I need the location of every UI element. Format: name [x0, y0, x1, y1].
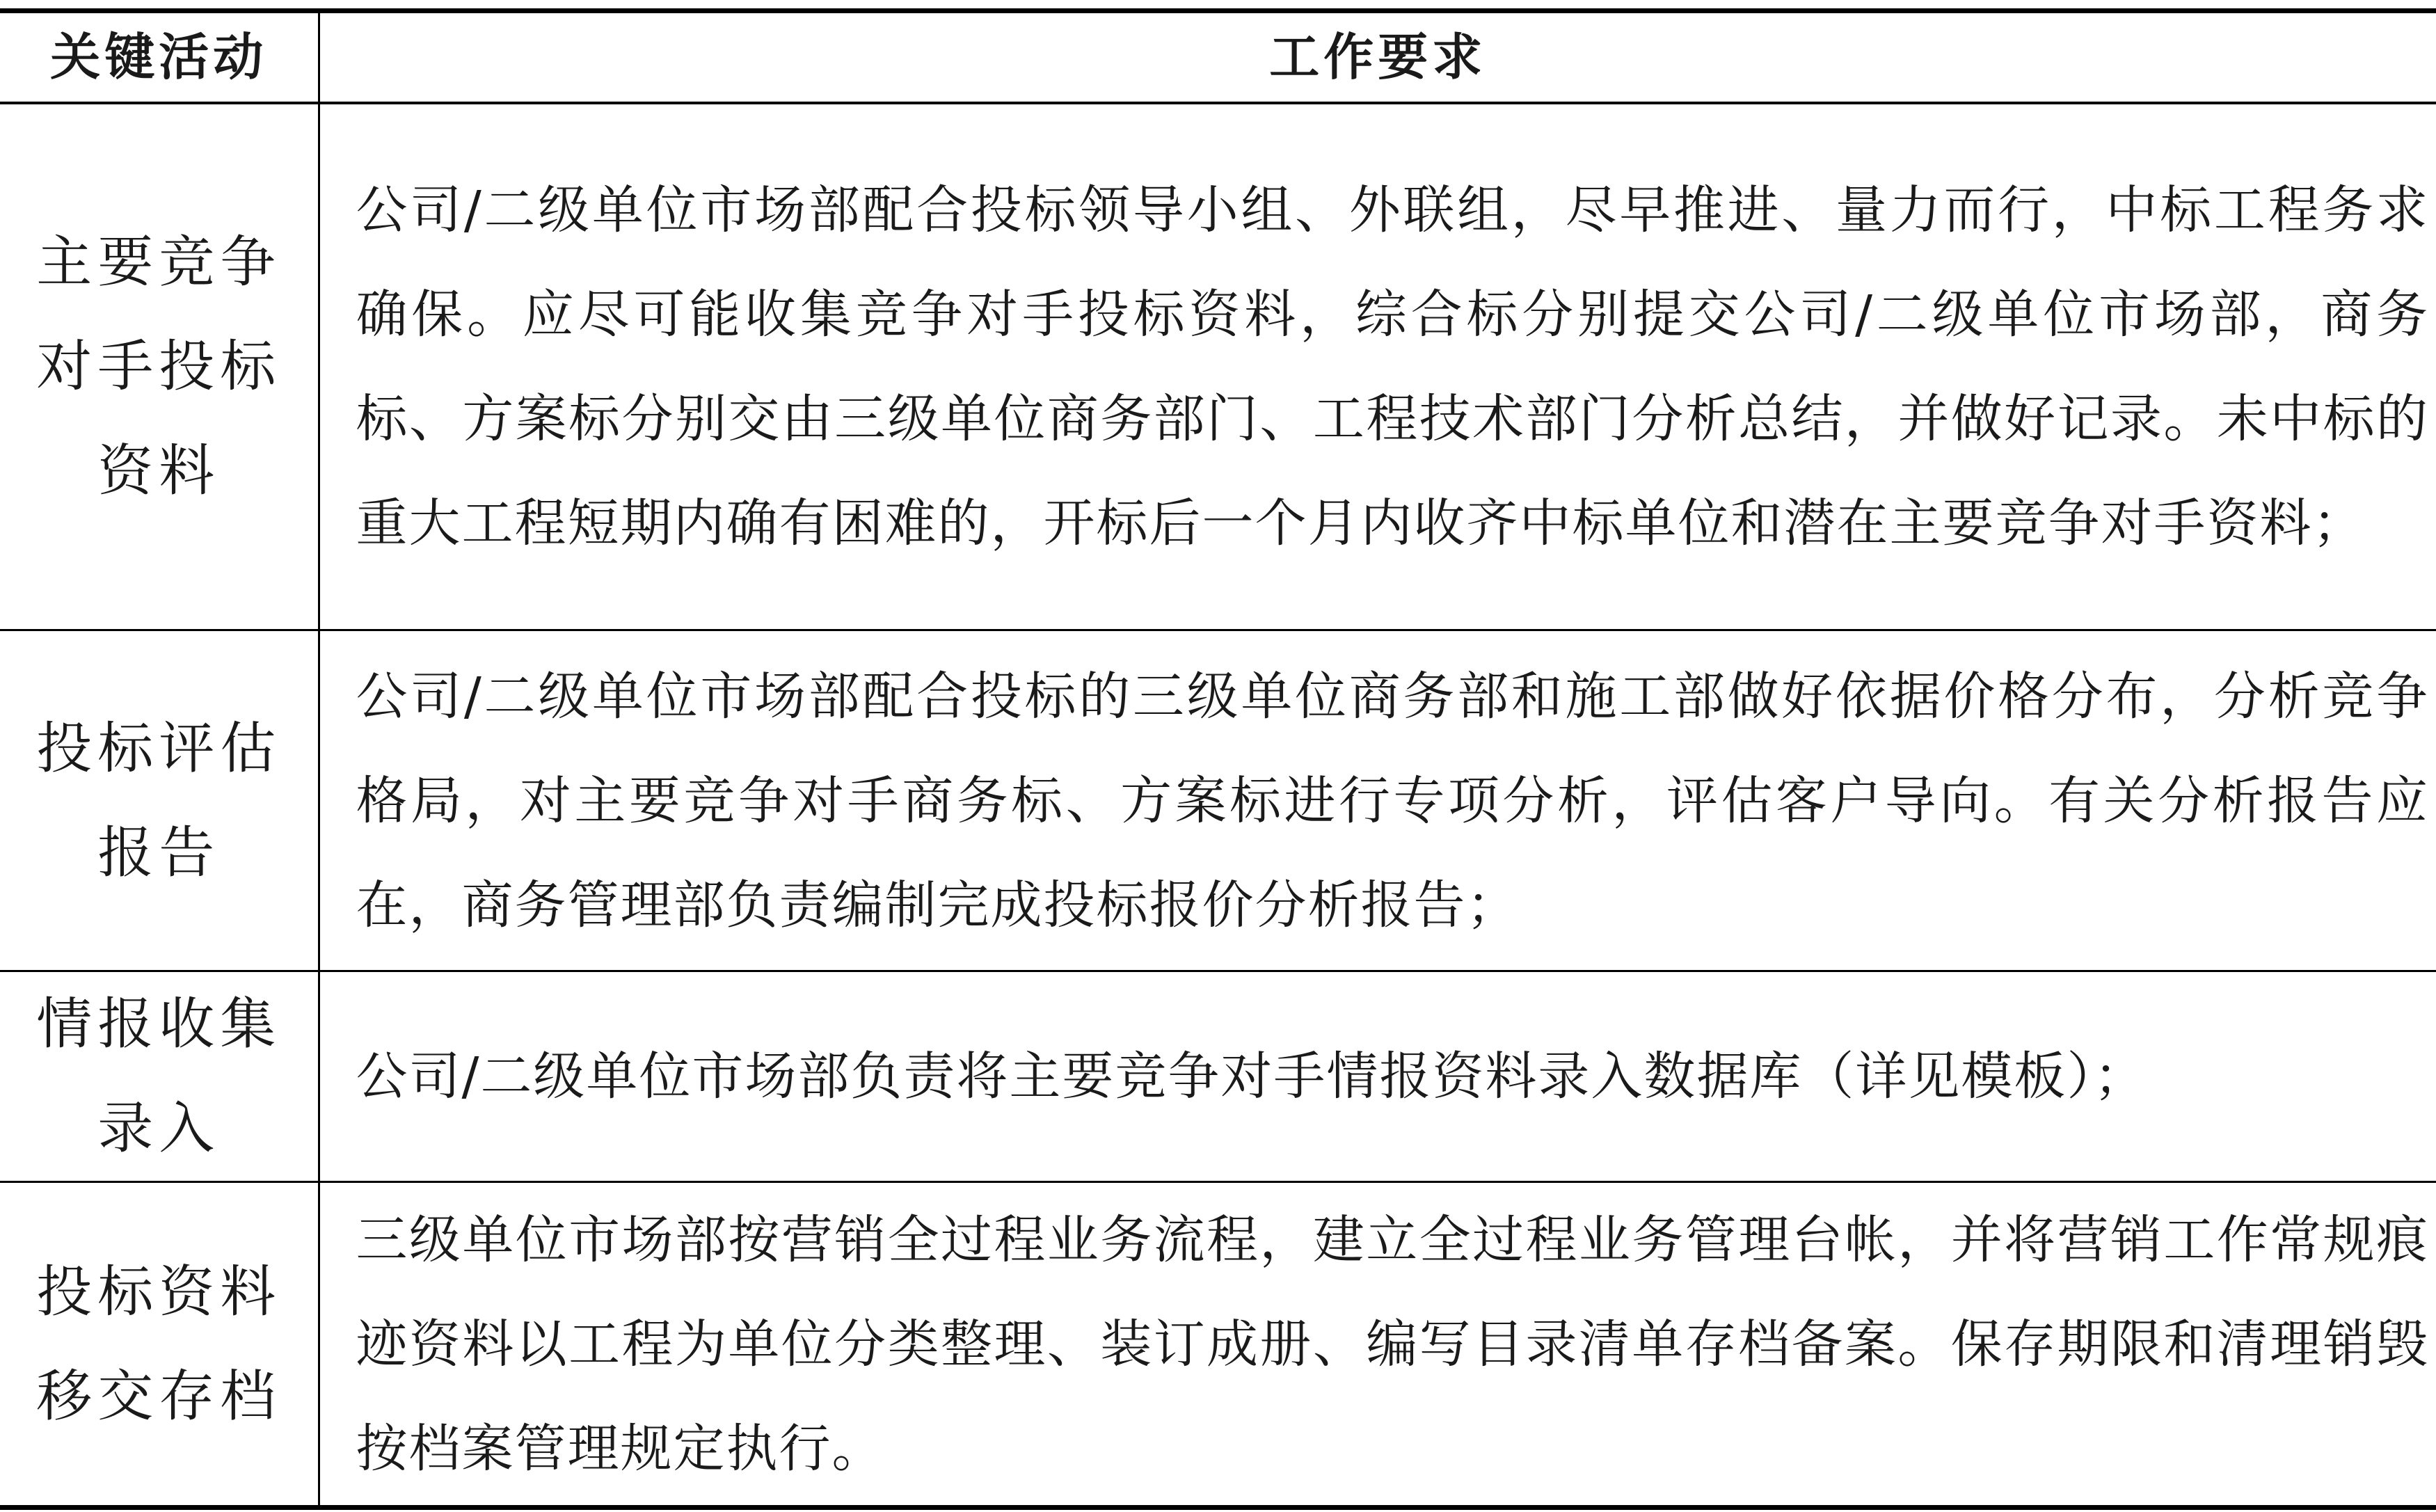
header-row [0, 11, 2436, 103]
activity-cell: 投标评估报告 [0, 630, 319, 971]
table-row [0, 630, 2436, 971]
table-row [0, 971, 2436, 1182]
requirement-cell: 公司/二级单位市场部配合投标领导小组、外联组，尽早推进、量力而行，中标工程务求确保。应尽可能收集竞争对手投标资料，综合标分别提交公司/二级单位市场部，商务标、方案标分别交由三级单位商务部门、工程技术部门分析总结，并做好记录。未中标的重大工程短期内确有困难的，开标后一个月内收齐中标单位和潜在主要竞争对手资料； [319, 103, 2436, 630]
table-body [0, 103, 2436, 1508]
activity-cell: 主要竞争对手投标资料 [0, 103, 319, 630]
activity-cell: 投标资料移交存档 [0, 1182, 319, 1508]
header-key-activity: 关键活动 [0, 11, 319, 103]
requirement-cell: 三级单位市场部按营销全过程业务流程，建立全过程业务管理台帐，并将营销工作常规痕迹资料以工程为单位分类整理、装订成册、编写目录清单存档备案。保存期限和清理销毁按档案管理规定执行。 [319, 1182, 2436, 1508]
table-header [0, 11, 2436, 103]
table-row [0, 103, 2436, 630]
table-row [0, 1182, 2436, 1508]
header-work-requirement: 工作要求 [319, 11, 2436, 103]
requirement-cell: 公司/二级单位市场部负责将主要竞争对手情报资料录入数据库（详见模板）； [319, 971, 2436, 1182]
requirements-table [0, 8, 2436, 1510]
requirement-cell: 公司/二级单位市场部配合投标的三级单位商务部和施工部做好依据价格分布，分析竞争格局，对主要竞争对手商务标、方案标进行专项分析，评估客户导向。有关分析报告应在，商务管理部负责编制完成投标报价分析报告； [319, 630, 2436, 971]
activity-cell: 情报收集录入 [0, 971, 319, 1182]
